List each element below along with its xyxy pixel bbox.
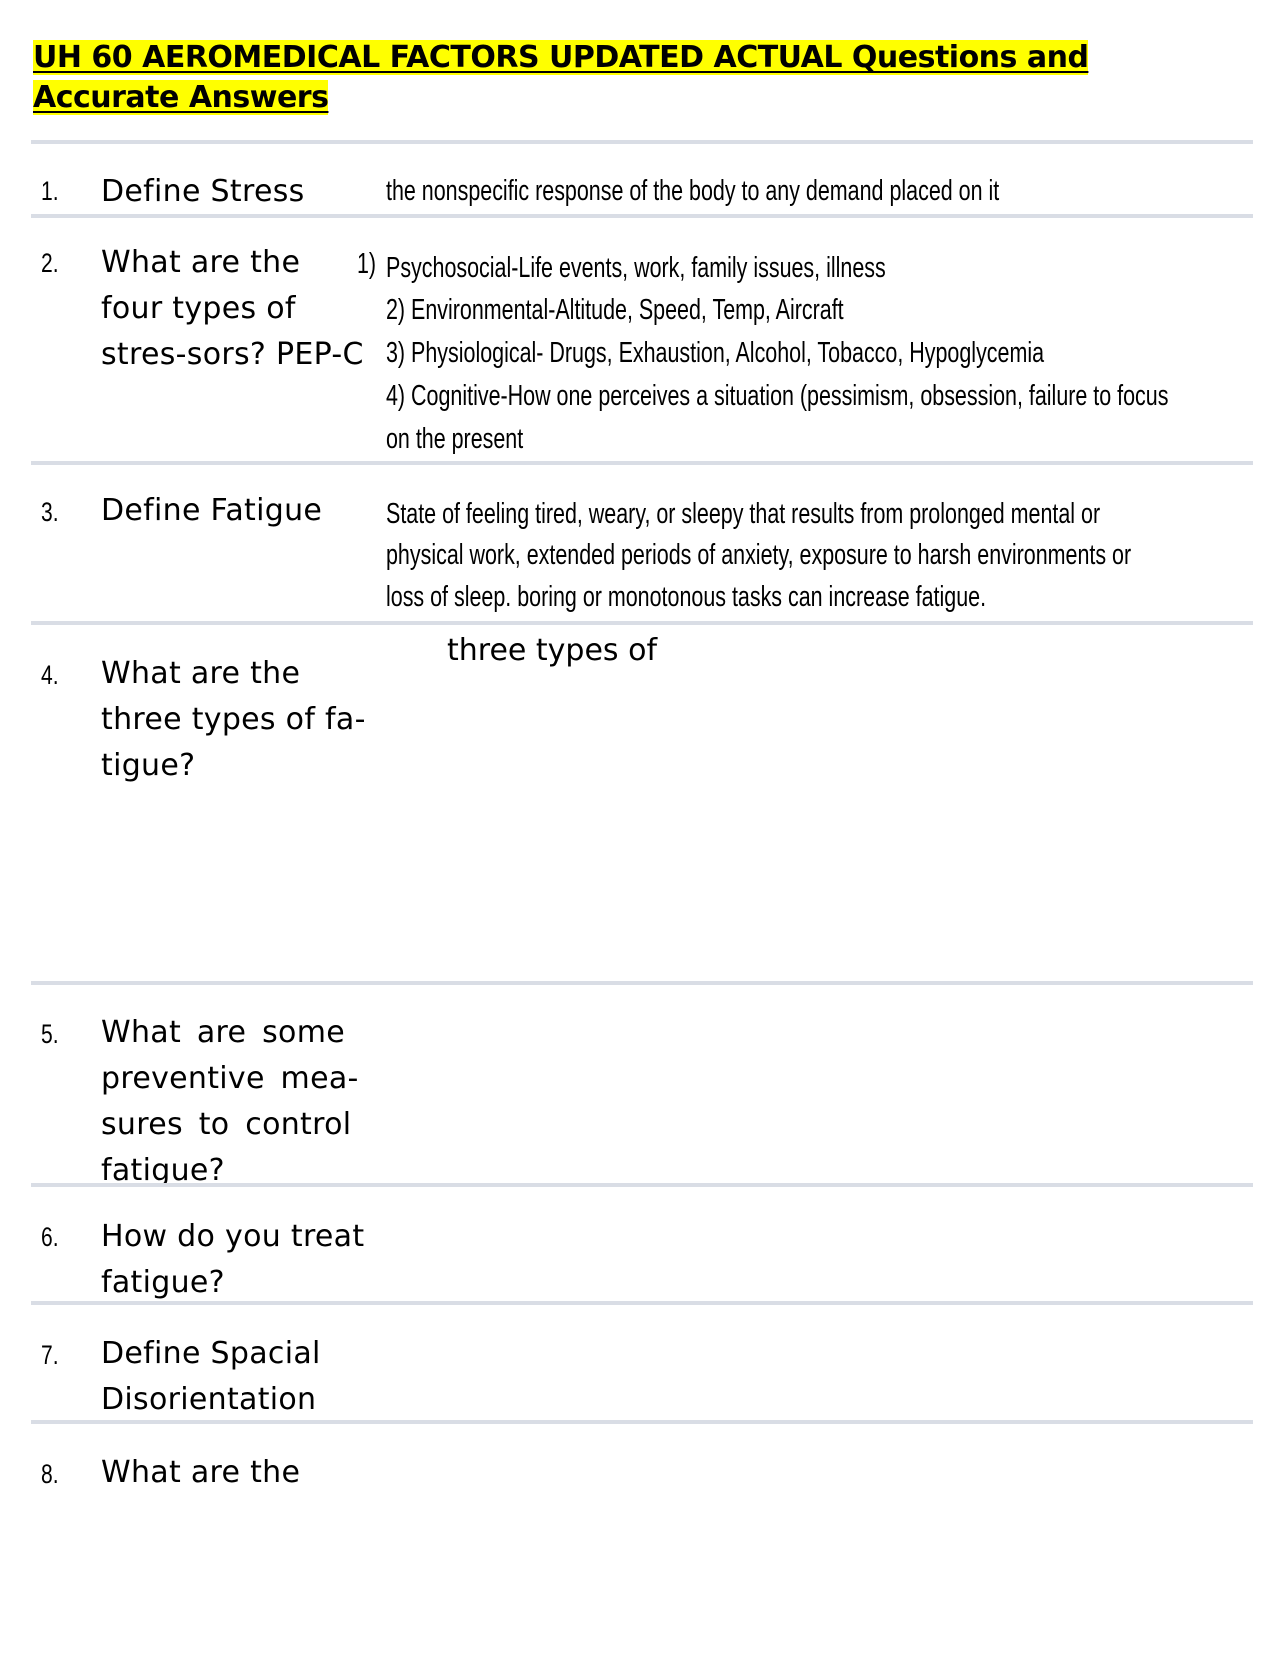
divider <box>31 1301 1253 1305</box>
item-number: 8. <box>41 1459 59 1489</box>
answer-line: physical work, extended periods of anxiety, exposure to harsh environments or <box>386 539 1132 571</box>
item-number: 7. <box>41 1340 59 1370</box>
answer-line: 2) Environmental-Altitude, Speed, Temp, Aircraft <box>386 294 844 326</box>
item-number: 2. <box>41 248 59 278</box>
question-text: What are some preventive mea-sures to control fatigue? <box>101 1015 359 1188</box>
item-number: 6. <box>41 1222 59 1252</box>
answer-text <box>386 248 1185 461</box>
answer-line: the nonspecific response of the body to any demand placed on it <box>386 175 1000 207</box>
question-text: Define Spacial Disorientation <box>101 1336 321 1417</box>
item-number: 1. <box>41 176 59 206</box>
answer-line: Psychosocial-Life events, work, family issues, illness <box>386 252 886 284</box>
question-text: How do you treat fatigue? <box>101 1219 365 1300</box>
answer-line: on the present <box>386 423 524 455</box>
answer-line: loss of sleep. boring or monotonous tasks can increase fatigue. <box>386 581 987 613</box>
question-text: What are the three types of fa-tigue? <box>101 656 366 783</box>
answer-text <box>386 494 1185 618</box>
answer-line: State of feeling tired, weary, or sleepy that results from prolonged mental or <box>386 498 1101 530</box>
divider <box>31 1420 1253 1424</box>
question-text: What are the four types of stres-sors? PEP-C <box>101 245 364 372</box>
item-number: 3. <box>41 497 59 527</box>
title-line-1: UH 60 AEROMEDICAL FACTORS UPDATED ACTUAL Questions and <box>33 40 1089 75</box>
divider <box>31 140 1253 144</box>
question-text: Define Stress <box>101 174 305 209</box>
question-text: Define Fatigue <box>101 493 323 528</box>
divider <box>31 461 1253 465</box>
answer-prefix: 1) <box>357 248 377 280</box>
divider <box>31 981 1253 985</box>
answer-continuation: three types of <box>447 633 657 668</box>
divider <box>31 621 1253 625</box>
divider <box>31 1183 1253 1187</box>
answer-line: 3) Physiological- Drugs, Exhaustion, Alcohol, Tobacco, Hypoglycemia <box>386 337 1045 369</box>
answer-text <box>386 175 1185 208</box>
question-text: What are the <box>101 1455 301 1490</box>
item-number: 5. <box>41 1019 59 1049</box>
title-line-2: Accurate Answers <box>33 80 329 115</box>
document-title <box>33 38 1213 118</box>
answer-line: 4) Cognitive-How one perceives a situation (pessimism, obsession, failure to focus <box>386 380 1169 412</box>
item-number: 4. <box>41 660 59 690</box>
divider <box>31 214 1253 218</box>
